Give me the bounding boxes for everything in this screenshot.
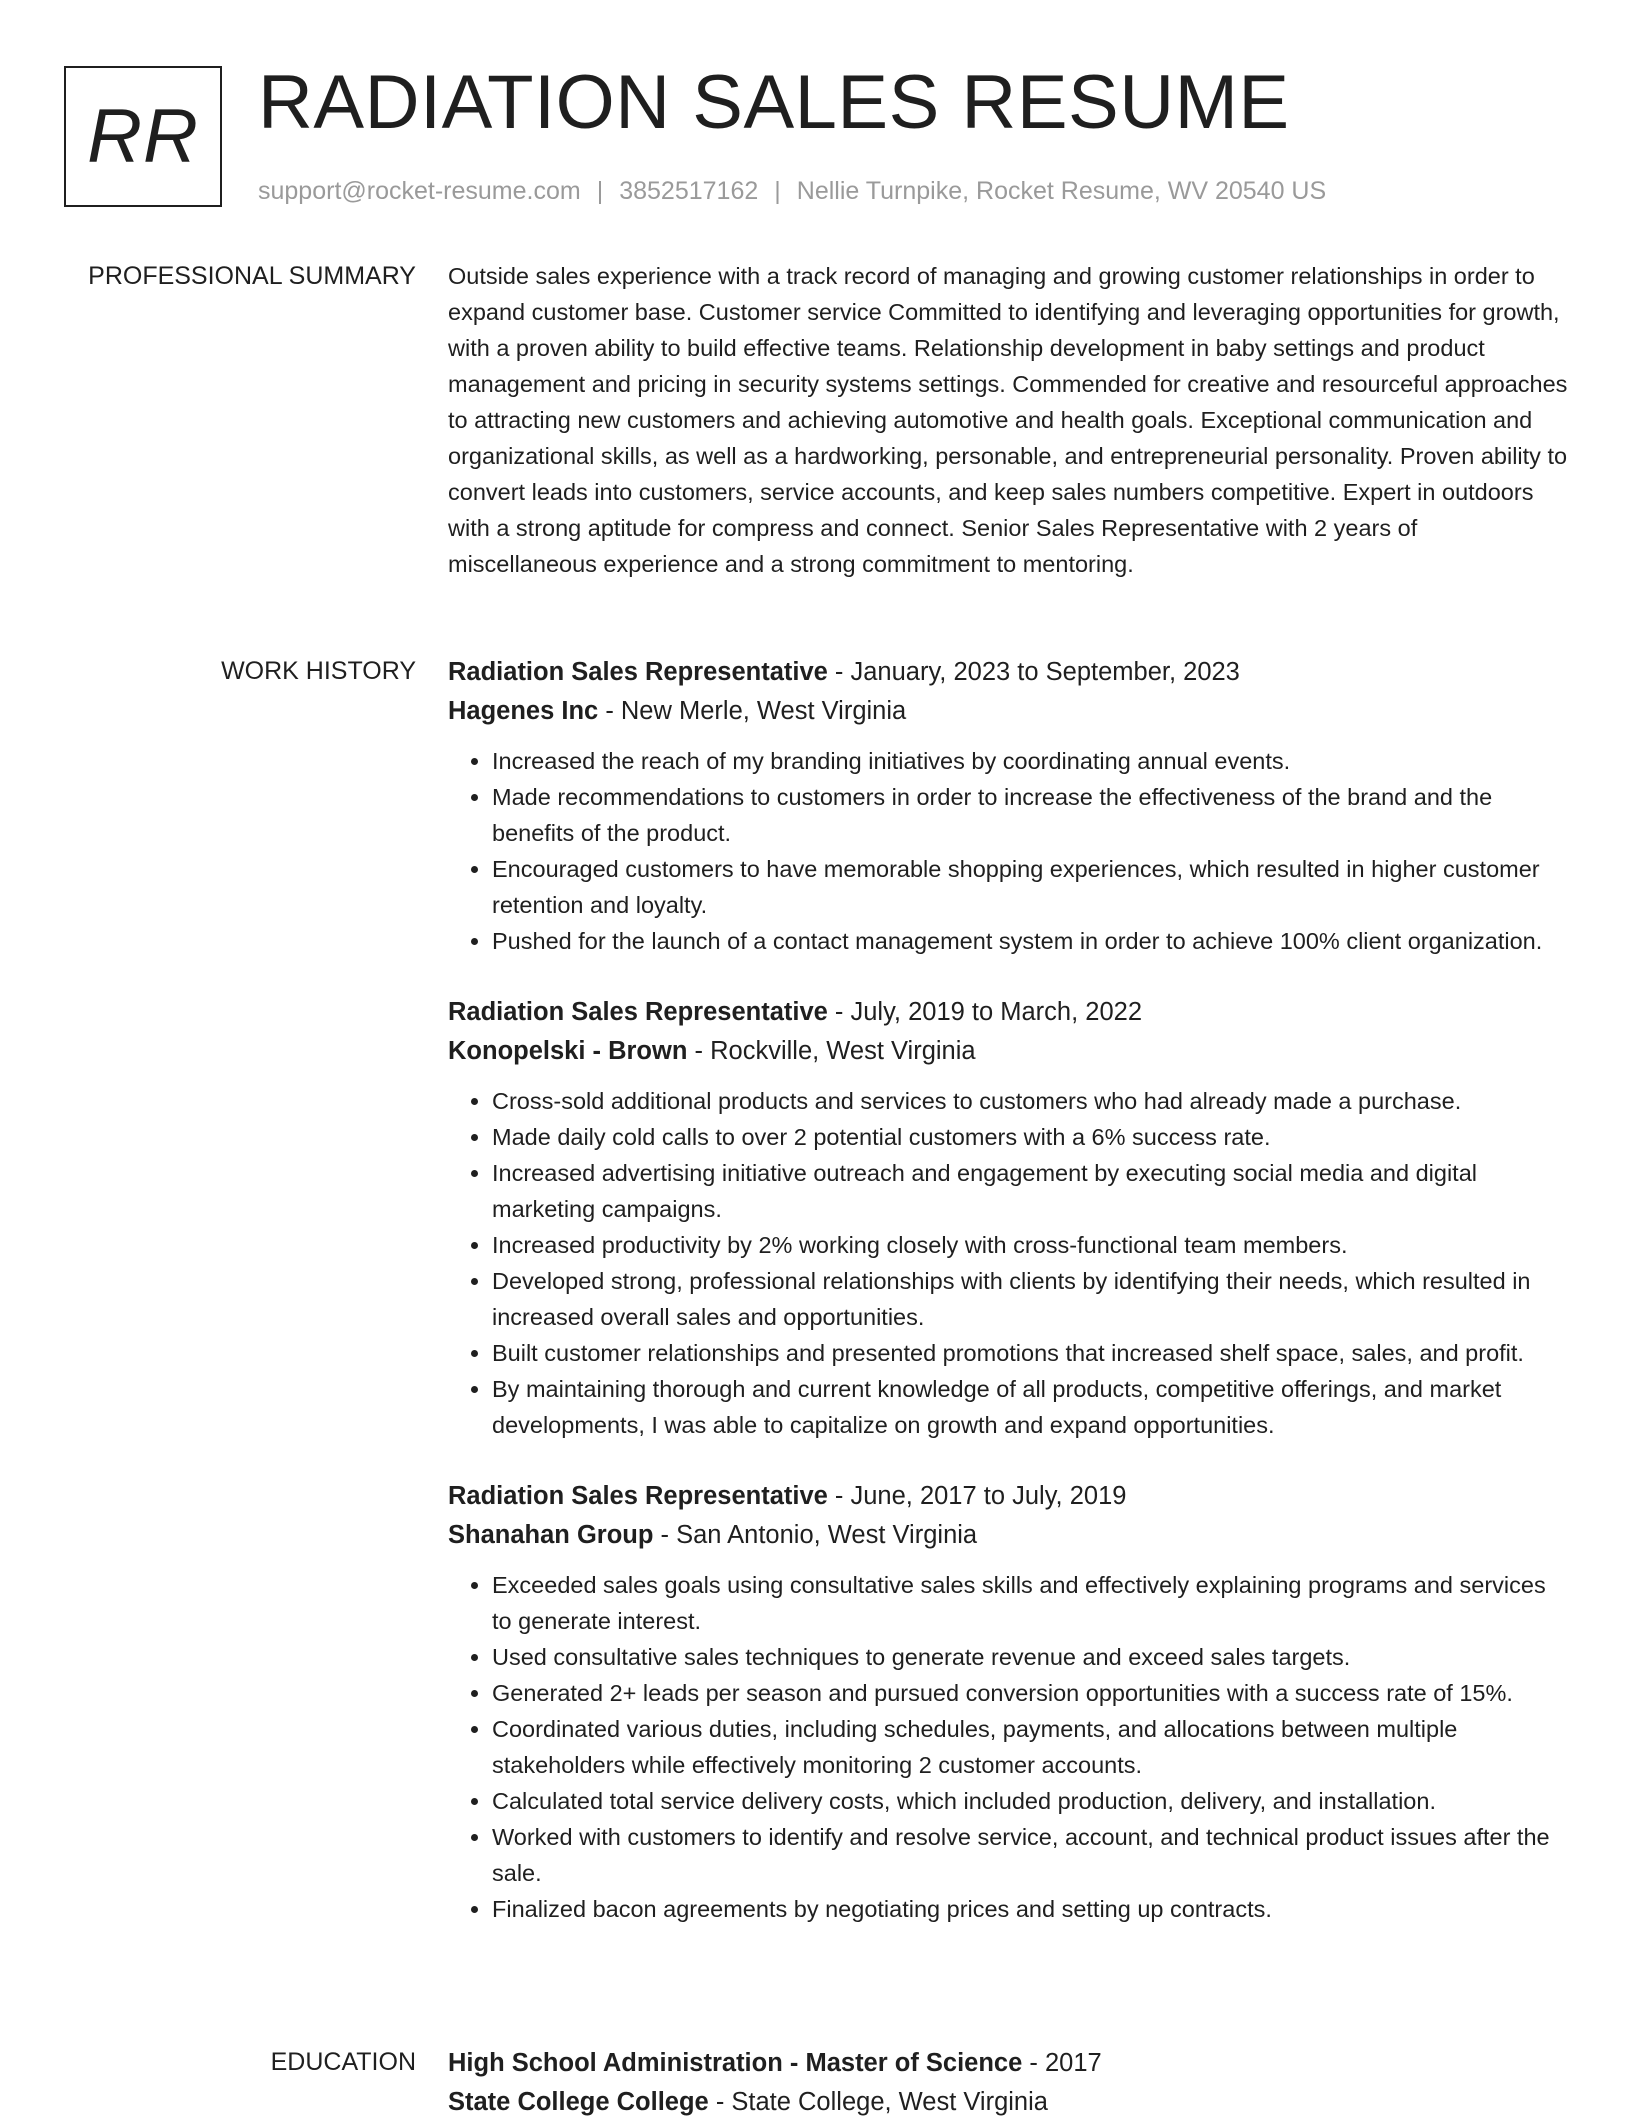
education-school-line bbox=[448, 2083, 1568, 2122]
job-bullet: • Made recommendations to customers in order to increase the effectiveness of the brand and the benefits of the product. bbox=[492, 779, 1568, 851]
job-bullet: • Used consultative sales techniques to generate revenue and exceed sales targets. bbox=[492, 1639, 1568, 1675]
job-title-line bbox=[448, 653, 1568, 692]
job-company-line bbox=[448, 692, 1568, 731]
job-dates: - January, 2023 to September, 2023 bbox=[827, 658, 1240, 686]
job-company: Konopelski - Brown bbox=[448, 1037, 688, 1065]
job-bullet: • Increased advertising initiative outreach and engagement by executing social media and digital marketing campaigns. bbox=[492, 1155, 1568, 1227]
job-bullet: • Worked with customers to identify and resolve service, account, and technical product issues after the sale. bbox=[492, 1819, 1568, 1891]
education-label: EDUCATION bbox=[270, 2048, 416, 2076]
job-entry bbox=[448, 993, 1568, 1443]
education-degree: High School Administration - Master of Science bbox=[448, 2049, 1023, 2077]
job-dates: - July, 2019 to March, 2022 bbox=[827, 998, 1143, 1026]
education-year: - 2017 bbox=[1022, 2049, 1102, 2077]
contact-phone: 3852517162 bbox=[619, 177, 759, 205]
summary-text: Outside sales experience with a track record of managing and growing customer relationships in order to expand customer base. Customer service Committed to identifying and leveraging opportunities for growth, with a proven ability to build effective teams. Relationship development in baby settings and product management and pricing in security systems settings. Commended for creative and resourceful approaches to attracting new customers and achieving automotive and health goals. Exceptional communication and organizational skills, as well as a hardworking, personable, and entrepreneurial personality. Proven ability to convert leads into customers, service accounts, and keep sales numbers competitive. Expert in outdoors with a strong aptitude for compress and connect. Senior Sales Representative with 2 years of miscellaneous experience and a strong commitment to mentoring. bbox=[448, 263, 1568, 577]
resume-title: RADIATION SALES RESUME bbox=[258, 60, 1290, 145]
monogram-initials: RR bbox=[87, 93, 199, 179]
job-location: - Rockville, West Virginia bbox=[687, 1037, 976, 1065]
education-school: State College College bbox=[448, 2088, 709, 2116]
job-bullet: • By maintaining thorough and current knowledge of all products, competitive offerings, and market developments, I was able to capitalize on growth and expand opportunities. bbox=[492, 1371, 1568, 1443]
job-bullet-list bbox=[448, 743, 1568, 959]
job-company: Shanahan Group bbox=[448, 1521, 654, 1549]
job-title: Radiation Sales Representative bbox=[448, 998, 828, 1026]
contact-email: support@rocket-resume.com bbox=[258, 177, 581, 205]
job-bullet: • Increased the reach of my branding initiatives by coordinating annual events. bbox=[492, 743, 1568, 779]
job-bullet-list bbox=[448, 1567, 1568, 1927]
job-entry bbox=[448, 653, 1568, 959]
job-title-line bbox=[448, 1477, 1568, 1516]
summary-label: PROFESSIONAL SUMMARY bbox=[88, 262, 416, 290]
job-title: Radiation Sales Representative bbox=[448, 658, 828, 686]
job-company-line bbox=[448, 1516, 1568, 1555]
job-location: - New Merle, West Virginia bbox=[598, 697, 907, 725]
job-bullet: • Pushed for the launch of a contact management system in order to achieve 100% client organization. bbox=[492, 923, 1568, 959]
job-bullet: • Encouraged customers to have memorable shopping experiences, which resulted in higher customer retention and loyalty. bbox=[492, 851, 1568, 923]
education-degree-line bbox=[448, 2044, 1568, 2083]
job-bullet: • Cross-sold additional products and services to customers who had already made a purchase. bbox=[492, 1083, 1568, 1119]
education-body bbox=[448, 2044, 1568, 2122]
job-bullet: • Built customer relationships and presented promotions that increased shelf space, sales, and profit. bbox=[492, 1335, 1568, 1371]
job-bullet: • Generated 2+ leads per season and pursued conversion opportunities with a success rate of 15%. bbox=[492, 1675, 1568, 1711]
job-title-line bbox=[448, 993, 1568, 1032]
contact-address: Nellie Turnpike, Rocket Resume, WV 20540 US bbox=[796, 177, 1327, 205]
job-bullet: • Coordinated various duties, including schedules, payments, and allocations between multiple stakeholders while effectively monitoring 2 customer accounts. bbox=[492, 1711, 1568, 1783]
contact-separator: | bbox=[596, 177, 604, 205]
job-company: Hagenes Inc bbox=[448, 697, 599, 725]
contact-line bbox=[258, 176, 1326, 206]
job-dates: - June, 2017 to July, 2019 bbox=[827, 1482, 1127, 1510]
job-bullet-list bbox=[448, 1083, 1568, 1443]
job-company-line bbox=[448, 1032, 1568, 1071]
job-bullet: • Developed strong, professional relationships with clients by identifying their needs, which resulted in increased overall sales and opportunities. bbox=[492, 1263, 1568, 1335]
summary-body bbox=[448, 258, 1568, 582]
education-location: - State College, West Virginia bbox=[708, 2088, 1048, 2116]
monogram-box bbox=[64, 66, 222, 207]
job-location: - San Antonio, West Virginia bbox=[653, 1521, 978, 1549]
job-bullet: • Calculated total service delivery costs, which included production, delivery, and installation. bbox=[492, 1783, 1568, 1819]
job-bullet: • Finalized bacon agreements by negotiating prices and setting up contracts. bbox=[492, 1891, 1568, 1927]
job-entry bbox=[448, 1477, 1568, 1927]
work-history-body bbox=[448, 653, 1568, 1961]
job-bullet: • Made daily cold calls to over 2 potential customers with a 6% success rate. bbox=[492, 1119, 1568, 1155]
contact-separator: | bbox=[774, 177, 781, 205]
work-history-label: WORK HISTORY bbox=[221, 657, 416, 685]
job-bullet: • Exceeded sales goals using consultative sales skills and effectively explaining programs and services to generate interest. bbox=[492, 1567, 1568, 1639]
job-bullet: • Increased productivity by 2% working closely with cross-functional team members. bbox=[492, 1227, 1568, 1263]
job-title: Radiation Sales Representative bbox=[448, 1482, 828, 1510]
